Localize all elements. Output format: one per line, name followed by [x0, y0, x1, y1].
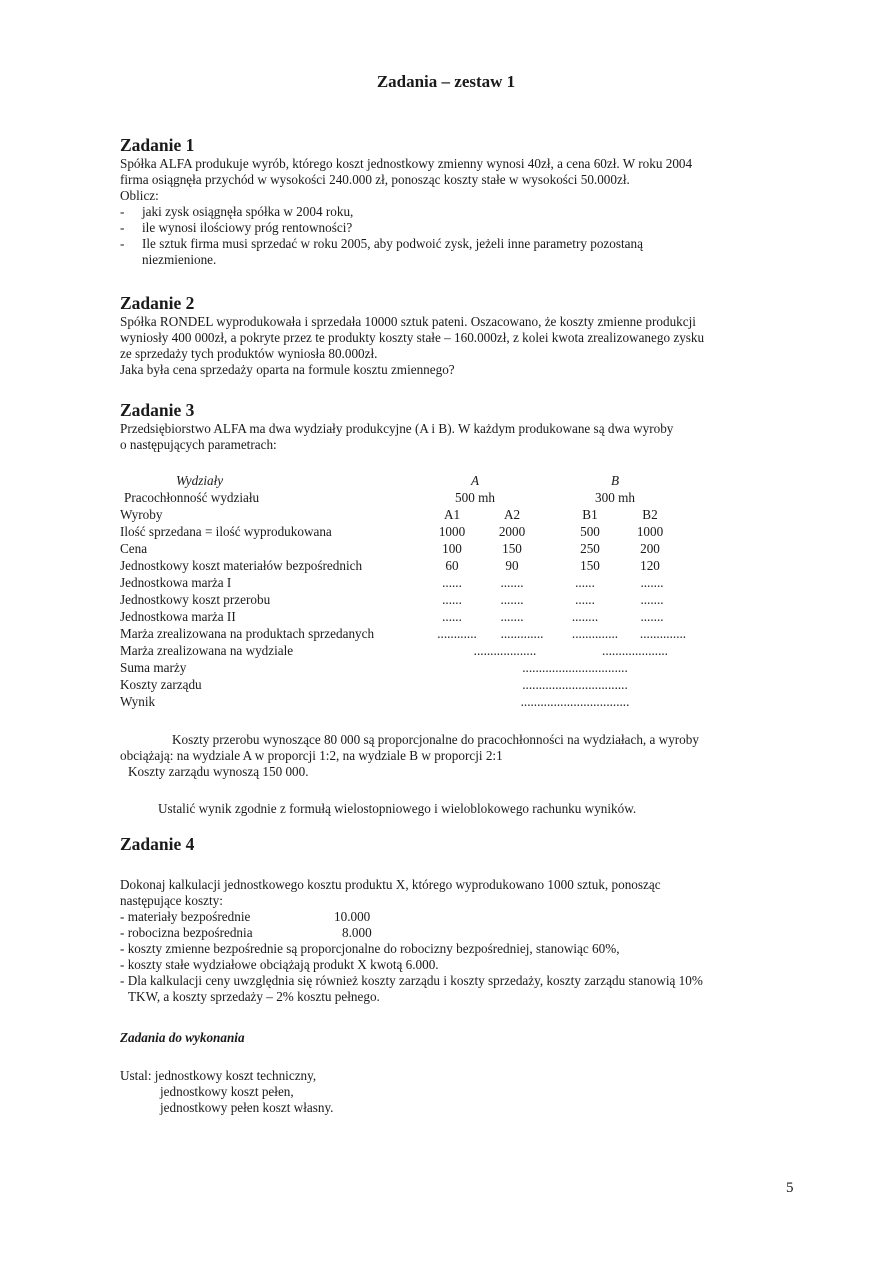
table-row [120, 659, 700, 676]
task2-heading: Zadanie 2 [120, 293, 195, 313]
table-row [120, 625, 700, 642]
task4-line: TKW, a koszty sprzedaży – 2% kosztu pełnego. [128, 989, 380, 1004]
table-row [120, 676, 700, 693]
row-label: Cena [120, 541, 148, 556]
table-row [120, 693, 700, 710]
blank-cell: .............. [571, 626, 619, 641]
blank-cell: .................... [602, 643, 668, 658]
blank-cell: ................................ [522, 677, 628, 692]
blank-cell: ....... [500, 609, 524, 624]
task1-questions [120, 204, 643, 268]
task3-line: Przedsiębiorstwo ALFA ma dwa wydziały produkcyjne (A i B). W każdym produkowane są dwa wyroby [120, 421, 674, 436]
table-row [120, 540, 700, 557]
task1-heading: Zadanie 1 [120, 135, 195, 155]
task1-line: Oblicz: [120, 188, 159, 203]
row-label: Wynik [120, 694, 156, 709]
blank-cell: ...... [575, 575, 595, 590]
task1-line: firma osiągnęła przychód w wysokości 240.000 zł, ponosząc koszty stałe w wysokości 50.000zł. [120, 172, 630, 187]
task1-question-cont: niezmienione. [142, 252, 217, 267]
blank-cell: ....... [500, 575, 524, 590]
blank-cell: .............. [639, 626, 687, 641]
todo-list [120, 1068, 333, 1116]
table-row [120, 557, 700, 574]
row-label: Jednostkowy koszt materiałów bezpośrednich [120, 558, 363, 573]
blank-cell: ............. [500, 626, 544, 641]
task3-line: o następujących parametrach: [120, 437, 277, 452]
cell: 100 [442, 541, 462, 556]
table-row-header [120, 472, 700, 489]
task1-question: - jaki zysk osiągnęła spółka w 2004 roku, [120, 204, 354, 219]
cell: 150 [502, 541, 522, 556]
cell: B1 [582, 507, 598, 522]
row-label: Jednostkowa marża II [120, 609, 236, 624]
table-row [120, 608, 700, 625]
row-label: Wyroby [120, 507, 163, 522]
blank-cell: ...... [442, 575, 462, 590]
todo-line: Ustal: jednostkowy koszt techniczny, [120, 1068, 317, 1083]
document-title: Zadania – zestaw 1 [376, 72, 516, 91]
blank-cell: ....... [640, 592, 664, 607]
task3-heading: Zadanie 3 [120, 400, 195, 420]
cost-label: - robocizna bezpośrednia [120, 925, 253, 940]
task3-table [120, 472, 700, 710]
row-label: Suma marży [120, 660, 187, 675]
table-row [120, 642, 700, 659]
cell: 2000 [498, 524, 526, 539]
row-label: Marża zrealizowana na wydziale [120, 643, 294, 658]
blank-cell: ...... [442, 592, 462, 607]
cell: 60 [445, 558, 459, 573]
task3-note-line: Koszty zarządu wynoszą 150 000. [128, 764, 309, 779]
table-row [120, 523, 700, 540]
cell: 1000 [636, 524, 664, 539]
cell: 90 [505, 558, 519, 573]
cost-value: 8.000 [342, 925, 372, 940]
task4-line: - koszty zmienne bezpośrednie są proporcjonalne do robocizny bezpośredniej, stanowiąc 60%, [120, 941, 620, 956]
todo-line: jednostkowy pełen koszt własny. [160, 1100, 334, 1115]
task1-paragraph [120, 156, 692, 204]
task4-line: - koszty stałe wydziałowe obciążają produkt X kwotą 6.000. [120, 957, 439, 972]
blank-cell: ................................. [520, 694, 630, 709]
blank-cell: ...... [442, 609, 462, 624]
row-label: Marża zrealizowana na produktach sprzedanych [120, 626, 375, 641]
cost-label: - materiały bezpośrednie [120, 909, 251, 924]
task4-paragraph [120, 877, 703, 1005]
task2-paragraph [120, 314, 704, 378]
task2-line: Spółka RONDEL wyprodukowała i sprzedała 10000 sztuk pateni. Oszacowano, że koszty zmienne produkcji [120, 314, 696, 329]
task3-note-line: Koszty przerobu wynoszące 80 000 są proporcjonalne do pracochłonności na wydziałach, a wyroby [172, 732, 699, 747]
row-label: Jednostkowa marża I [120, 575, 232, 590]
task3-note [120, 732, 699, 780]
cell: B2 [642, 507, 658, 522]
task4-line: następujące koszty: [120, 893, 223, 908]
blank-cell: ....... [500, 592, 524, 607]
cell: 1000 [438, 524, 466, 539]
task4-cost-row [120, 909, 703, 925]
task3-instruction: Ustalić wynik zgodnie z formułą wielostopniowego i wieloblokowego rachunku wyników. [158, 801, 637, 816]
blank-cell: ................................ [522, 660, 628, 675]
cell: 120 [640, 558, 660, 573]
cell: 500 [580, 524, 600, 539]
task4-heading: Zadanie 4 [120, 834, 195, 854]
task3-note-line: obciążają: na wydziale A w proporcji 1:2, na wydziale B w proporcji 2:1 [120, 748, 503, 763]
task4-line: Dokonaj kalkulacji jednostkowego kosztu produktu X, którego wyprodukowano 1000 sztuk, ponosząc [120, 877, 661, 892]
table-row [120, 506, 700, 523]
blank-cell: ................... [473, 643, 537, 658]
todo-line: jednostkowy koszt pełen, [160, 1084, 294, 1099]
table-row [120, 574, 700, 591]
cost-value: 10.000 [334, 909, 371, 924]
todo-title: Zadania do wykonania [120, 1030, 245, 1045]
task2-line: Jaka była cena sprzedaży oparta na formule kosztu zmiennego? [120, 362, 455, 377]
table-row [120, 591, 700, 608]
blank-cell: ...... [575, 592, 595, 607]
dept-a-header: A [470, 473, 480, 488]
cell: 200 [640, 541, 660, 556]
cell: 150 [580, 558, 600, 573]
cell: 300 mh [595, 490, 635, 505]
page-number: 5 [786, 1180, 794, 1196]
task3-paragraph [120, 421, 673, 453]
task2-line: ze sprzedaży tych produktów wyniosła 80.000zł. [120, 346, 378, 361]
task4-line: - Dla kalkulacji ceny uwzględnia się również koszty zarządu i koszty sprzedaży, koszty zarządu stanowią 10% [120, 973, 703, 988]
task1-question: - Ile sztuk firma musi sprzedać w roku 2005, aby podwoić zysk, jeżeli inne parametry pozostaną [120, 236, 643, 251]
row-label: Koszty zarządu [120, 677, 202, 692]
blank-cell: ............ [437, 626, 477, 641]
row-label: Jednostkowy koszt przerobu [120, 592, 271, 607]
wydzialy-label: Wydziały [176, 473, 224, 488]
cell: 500 mh [455, 490, 495, 505]
blank-cell: ....... [640, 609, 664, 624]
cell: A2 [503, 507, 521, 522]
blank-cell: ........ [571, 609, 599, 624]
task4-cost-row [120, 925, 703, 941]
row-label: Ilość sprzedana = ilość wyprodukowana [120, 524, 332, 539]
cell: A1 [443, 507, 461, 522]
table-row [120, 489, 700, 506]
dept-b-header: B [610, 473, 620, 488]
cell: 250 [580, 541, 600, 556]
row-label: Pracochłonność wydziału [124, 490, 260, 505]
blank-cell: ....... [640, 575, 664, 590]
task1-line: Spółka ALFA produkuje wyrób, którego koszt jednostkowy zmienny wynosi 40zł, a cena 60zł. W roku 2004 [120, 156, 693, 171]
task1-question: - ile wynosi ilościowy próg rentowności? [120, 220, 353, 235]
task2-line: wyniosły 400 000zł, a pokryte przez te produkty koszty stałe – 160.000zł, z kolei kwota zrealizowanego zysku [120, 330, 705, 345]
